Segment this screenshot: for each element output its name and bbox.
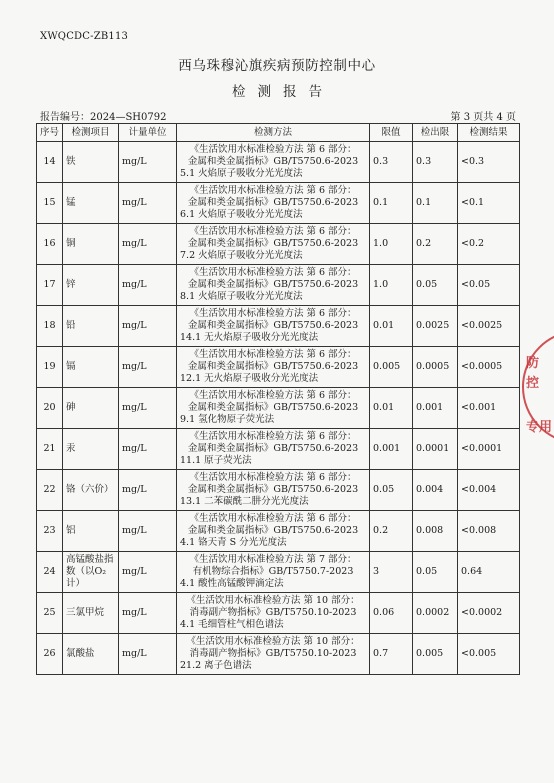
method-line: 13.1 二苯碳酰二肼分光光度法: [180, 496, 309, 507]
col-header-method: 检测方法: [177, 124, 370, 142]
unit: mg/L: [119, 552, 177, 593]
report-title: 检测报告: [232, 84, 334, 100]
test-item: 铅: [63, 306, 119, 347]
test-item: 铁: [63, 142, 119, 183]
limit-value: 0.05: [370, 470, 413, 511]
detection-limit: 0.005: [413, 634, 458, 675]
limit-value: 3: [370, 552, 413, 593]
row-number: 21: [37, 429, 63, 470]
method-line: 6.1 火焰原子吸收分光光度法: [180, 209, 303, 220]
method-line: 《生活饮用水标准检验方法 第 6 部分：: [189, 513, 357, 524]
test-method: [177, 511, 370, 552]
table-row: [37, 429, 520, 470]
detection-limit: 0.05: [413, 552, 458, 593]
method-line: 金属和类金属指标》GB/T5750.6-2023: [187, 361, 359, 372]
detection-limit: 0.0005: [413, 347, 458, 388]
method-line: 消毒副产物指标》GB/T5750.10-2023: [189, 607, 357, 618]
table-row: [37, 552, 520, 593]
col-header-unit: 计量单位: [119, 124, 177, 142]
unit: mg/L: [119, 429, 177, 470]
detection-limit: 0.004: [413, 470, 458, 511]
method-line: 《生活饮用水标准检验方法 第 6 部分：: [189, 267, 357, 278]
unit: mg/L: [119, 142, 177, 183]
method-line: 有机物综合指标》GB/T5750.7-2023: [192, 566, 354, 577]
table-row: [37, 224, 520, 265]
row-number: 14: [37, 142, 63, 183]
test-item: 汞: [63, 429, 119, 470]
method-line: 4.1 毛细管柱气相色谱法: [180, 619, 284, 630]
detection-limit: 0.008: [413, 511, 458, 552]
table-row: [37, 347, 520, 388]
method-line: 金属和类金属指标》GB/T5750.6-2023: [187, 197, 359, 208]
result-value: <0.0005: [458, 347, 520, 388]
unit: mg/L: [119, 306, 177, 347]
result-value: <0.0001: [458, 429, 520, 470]
detection-limit: 0.1: [413, 183, 458, 224]
unit: mg/L: [119, 511, 177, 552]
row-number: 16: [37, 224, 63, 265]
result-value: <0.001: [458, 388, 520, 429]
document-code: XWQCDC-ZB113: [40, 31, 129, 42]
limit-value: 1.0: [370, 224, 413, 265]
method-line: 消毒副产物指标》GB/T5750.10-2023: [189, 648, 357, 659]
col-header-detection-limit: 检出限: [413, 124, 458, 142]
row-number: 26: [37, 634, 63, 675]
method-line: 《生活饮用水标准检验方法 第 6 部分：: [189, 226, 357, 237]
method-line: 《生活饮用水标准检验方法 第 6 部分：: [189, 144, 357, 155]
result-value: <0.05: [458, 265, 520, 306]
test-method: [177, 306, 370, 347]
method-line: 《生活饮用水标准检验方法 第 10 部分：: [186, 595, 360, 606]
result-value: <0.008: [458, 511, 520, 552]
result-value: <0.004: [458, 470, 520, 511]
method-line: 金属和类金属指标》GB/T5750.6-2023: [187, 320, 359, 331]
detection-limit: 0.05: [413, 265, 458, 306]
method-line: 《生活饮用水标准检验方法 第 6 部分：: [189, 431, 357, 442]
result-value: <0.3: [458, 142, 520, 183]
method-line: 21.2 离子色谱法: [180, 660, 252, 671]
unit: mg/L: [119, 183, 177, 224]
detection-limit: 0.0002: [413, 593, 458, 634]
test-item: 铜: [63, 224, 119, 265]
col-header-no: 序号: [37, 124, 63, 142]
test-method: [177, 552, 370, 593]
result-value: <0.005: [458, 634, 520, 675]
unit: mg/L: [119, 593, 177, 634]
method-line: 12.1 无火焰原子吸收分光光度法: [180, 373, 319, 384]
method-line: 9.1 氢化物原子荧光法: [180, 414, 275, 425]
page-number: 第 3 页共 4 页: [450, 112, 516, 123]
limit-value: 0.06: [370, 593, 413, 634]
test-method: [177, 224, 370, 265]
test-item: 氯酸盐: [63, 634, 119, 675]
test-item: 铝: [63, 511, 119, 552]
method-line: 7.2 火焰原子吸收分光光度法: [180, 250, 303, 261]
row-number: 22: [37, 470, 63, 511]
unit: mg/L: [119, 265, 177, 306]
method-line: 《生活饮用水标准检验方法 第 6 部分：: [189, 308, 357, 319]
row-number: 23: [37, 511, 63, 552]
row-number: 25: [37, 593, 63, 634]
test-method: [177, 593, 370, 634]
unit: mg/L: [119, 347, 177, 388]
test-method: [177, 470, 370, 511]
test-item: 铬（六价）: [63, 470, 119, 511]
method-line: 金属和类金属指标》GB/T5750.6-2023: [187, 238, 359, 249]
detection-limit: 0.001: [413, 388, 458, 429]
method-line: 金属和类金属指标》GB/T5750.6-2023: [187, 484, 359, 495]
method-line: 金属和类金属指标》GB/T5750.6-2023: [187, 402, 359, 413]
method-line: 金属和类金属指标》GB/T5750.6-2023: [187, 443, 359, 454]
method-line: 《生活饮用水标准检验方法 第 6 部分：: [189, 185, 357, 196]
table-row: [37, 306, 520, 347]
method-line: 4.1 酸性高锰酸钾滴定法: [180, 578, 284, 589]
limit-value: 0.01: [370, 306, 413, 347]
method-line: 《生活饮用水标准检验方法 第 6 部分：: [189, 472, 357, 483]
test-item: 镉: [63, 347, 119, 388]
method-line: 4.1 铬天青 S 分光光度法: [180, 537, 287, 548]
detection-limit: 0.3: [413, 142, 458, 183]
method-line: 《生活饮用水标准检验方法 第 7 部分：: [189, 554, 357, 565]
test-item: 锌: [63, 265, 119, 306]
result-value: <0.0002: [458, 593, 520, 634]
table-row: [37, 142, 520, 183]
limit-value: 0.7: [370, 634, 413, 675]
method-line: 14.1 无火焰原子吸收分光光度法: [180, 332, 319, 343]
method-line: 金属和类金属指标》GB/T5750.6-2023: [187, 525, 359, 536]
row-number: 18: [37, 306, 63, 347]
test-method: [177, 142, 370, 183]
test-item: 砷: [63, 388, 119, 429]
table-row: [37, 388, 520, 429]
detection-limit: 0.2: [413, 224, 458, 265]
method-line: 金属和类金属指标》GB/T5750.6-2023: [187, 156, 359, 167]
row-number: 15: [37, 183, 63, 224]
limit-value: 0.01: [370, 388, 413, 429]
official-seal: 防 控 专用: [518, 330, 554, 450]
test-method: [177, 388, 370, 429]
row-number: 20: [37, 388, 63, 429]
table-row: [37, 511, 520, 552]
test-method: [177, 183, 370, 224]
limit-value: 0.1: [370, 183, 413, 224]
test-method: [177, 429, 370, 470]
table-row: [37, 593, 520, 634]
table-row: [37, 634, 520, 675]
organization-name: 西乌珠穆沁旗疾病预防控制中心: [178, 58, 376, 74]
result-value: <0.2: [458, 224, 520, 265]
test-method: [177, 347, 370, 388]
unit: mg/L: [119, 470, 177, 511]
limit-value: 0.2: [370, 511, 413, 552]
result-value: <0.0025: [458, 306, 520, 347]
limit-value: 1.0: [370, 265, 413, 306]
col-header-result: 检测结果: [458, 124, 520, 142]
limit-value: 0.005: [370, 347, 413, 388]
row-number: 24: [37, 552, 63, 593]
row-number: 19: [37, 347, 63, 388]
report-number: 报告编号：2024—SH0792: [40, 112, 167, 123]
test-item: 高锰酸盐指数（以O₂计）: [63, 552, 119, 593]
method-line: 《生活饮用水标准检验方法 第 6 部分：: [189, 349, 357, 360]
results-table: [36, 123, 520, 675]
unit: mg/L: [119, 224, 177, 265]
detection-limit: 0.0001: [413, 429, 458, 470]
col-header-item: 检测项目: [63, 124, 119, 142]
method-line: 11.1 原子荧光法: [180, 455, 252, 466]
table-header-row: [37, 124, 520, 142]
detection-limit: 0.0025: [413, 306, 458, 347]
test-method: [177, 265, 370, 306]
test-item: 三氯甲烷: [63, 593, 119, 634]
method-line: 《生活饮用水标准检验方法 第 6 部分：: [189, 390, 357, 401]
result-value: 0.64: [458, 552, 520, 593]
result-value: <0.1: [458, 183, 520, 224]
unit: mg/L: [119, 388, 177, 429]
unit: mg/L: [119, 634, 177, 675]
table-row: [37, 470, 520, 511]
test-method: [177, 634, 370, 675]
row-number: 17: [37, 265, 63, 306]
limit-value: 0.001: [370, 429, 413, 470]
table-row: [37, 265, 520, 306]
method-line: 《生活饮用水标准检验方法 第 10 部分：: [186, 636, 360, 647]
test-item: 锰: [63, 183, 119, 224]
method-line: 5.1 火焰原子吸收分光光度法: [180, 168, 303, 179]
limit-value: 0.3: [370, 142, 413, 183]
col-header-limit: 限值: [370, 124, 413, 142]
method-line: 8.1 火焰原子吸收分光光度法: [180, 291, 303, 302]
method-line: 金属和类金属指标》GB/T5750.6-2023: [187, 279, 359, 290]
table-row: [37, 183, 520, 224]
